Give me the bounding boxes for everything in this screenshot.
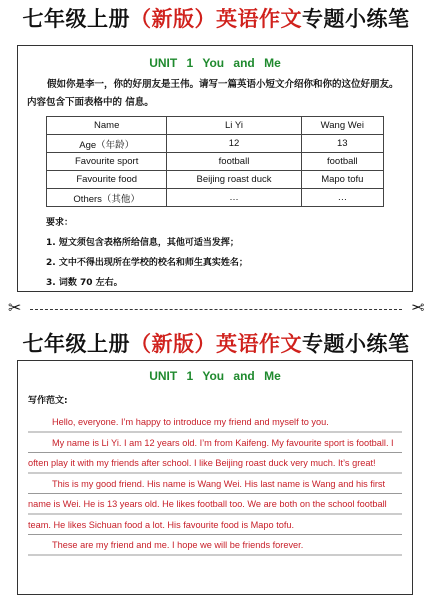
essay-paragraph: These are my friend and me. I hope we will be friends forever. (52, 540, 304, 550)
page-title-top (0, 3, 432, 33)
table-cell: 12 (167, 135, 301, 153)
unit-heading: UNIT 1 You and Me (149, 56, 281, 70)
table-row (47, 189, 384, 207)
essay-paragraph: Hello, everyone. I’m happy to introduce my friend and myself to you. (52, 417, 329, 427)
requirement-item: 1. 短文须包含表格所给信息，其他可适当发挥； (46, 238, 239, 248)
info-table (46, 116, 384, 207)
sample-essay-box (17, 360, 413, 595)
title-highlight: （新版）英语作文 (130, 7, 302, 31)
table-cell: Age（年龄） (47, 135, 167, 153)
table-cell: Others（其他） (47, 189, 167, 207)
essay-paragraph: My name is Li Yi. I am 12 years old. I’m from Kaifeng. My favourite sport is football. I often play it with my friends after school. I like Beijing roast duck very much. It’s great! (28, 437, 394, 468)
essay-label: 写作范文: (28, 396, 68, 406)
table-cell: Favourite food (47, 171, 167, 189)
table-cell: Li Yi (167, 117, 301, 135)
table-cell: Favourite sport (47, 153, 167, 171)
table-cell: football (167, 153, 301, 171)
table-cell: football (301, 153, 383, 171)
table-cell: … (301, 189, 383, 207)
table-row (47, 171, 384, 189)
sample-essay (18, 406, 412, 556)
essay-lines (28, 412, 402, 556)
page-title-bottom (0, 328, 432, 358)
unit-heading: UNIT 1 You and Me (149, 369, 281, 383)
title-highlight: （新版）英语作文 (130, 332, 302, 356)
table-row (47, 135, 384, 153)
title-post: 专题小练笔 (302, 332, 410, 356)
requirements-label: 要求： (46, 218, 74, 228)
requirement-item: 3. 词数 70 左右。 (46, 278, 123, 288)
table-row (47, 117, 384, 135)
title-post: 专题小练笔 (302, 7, 410, 31)
exercise-prompt (18, 76, 412, 112)
table-cell: Mapo tofu (301, 171, 383, 189)
prompt-text: 假如你是李一，你的好朋友是王伟。请写一篇英语小短文介绍你和你的这位好朋友。内容包含下面表格中的 信息。 (27, 79, 399, 108)
table-cell: 13 (301, 135, 383, 153)
scissors-icon: ✂ (410, 298, 424, 317)
dashed-divider (30, 309, 402, 310)
table-cell: Wang Wei (301, 117, 383, 135)
table-row (47, 153, 384, 171)
requirement-item: 2. 文中不得出现所在学校的校名和师生真实姓名； (46, 258, 248, 268)
table-cell: Name (47, 117, 167, 135)
scissors-icon: ✂ (8, 298, 22, 317)
requirements (18, 207, 412, 293)
table-cell: Beijing roast duck (167, 171, 301, 189)
title-pre: 七年级上册 (22, 332, 130, 356)
table-cell: … (167, 189, 301, 207)
exercise-box (17, 45, 413, 292)
title-pre: 七年级上册 (22, 7, 130, 31)
essay-paragraph: This is my good friend. His name is Wang Wei. His last name is Wang and his first name is Wei. He is 13 years old. He likes football too. We are both on the school football team. He likes Sichuan food a lot. His favourite food is Mapo tofu. (28, 478, 387, 530)
cut-line (0, 298, 432, 317)
